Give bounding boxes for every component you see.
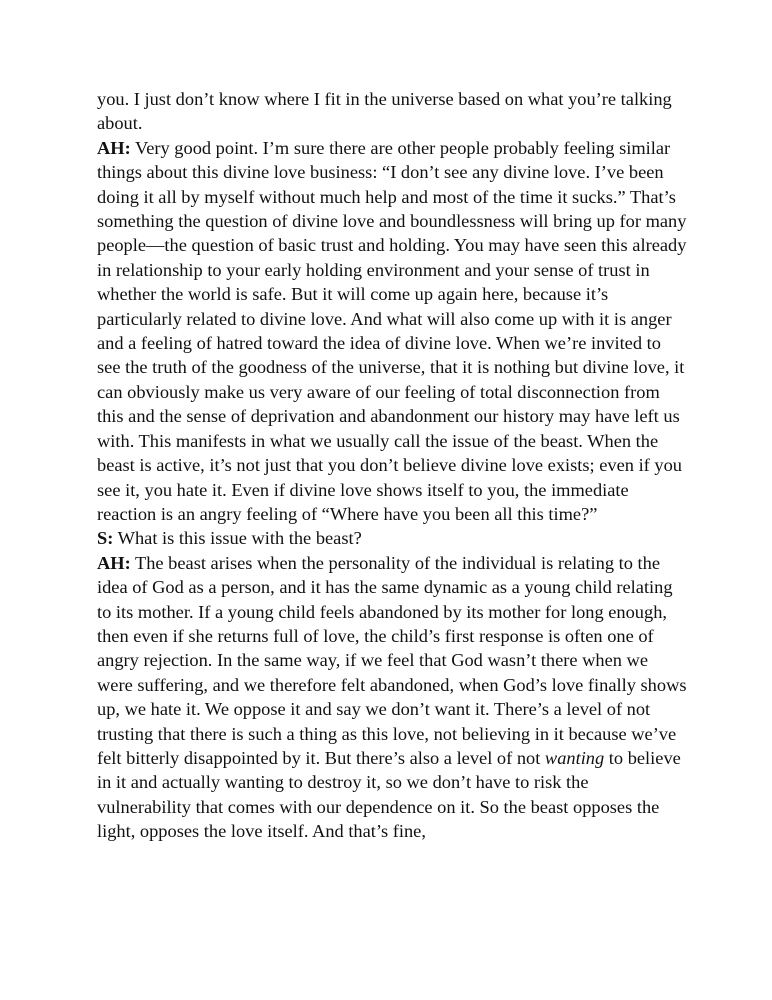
speaker-label-ah: AH: [97,552,131,573]
paragraph-student-question [97,526,687,550]
speaker-label-s: S: [97,528,114,549]
paragraph-text: you. I just don’t know where I fit in the universe based on what you’re talking about. [97,89,672,134]
paragraph-text: Very good point. I’m sure there are other people probably feeling similar things about this divine love business: “I don’t see any divine love. I’ve been doing it all by myself without much help and most of the time it sucks.” That’s something the question of divine love and boundlessness will bring up for many people—the question of basic trust and holding. You may have seen this already in relationship to your early holding environment and your sense of trust in whether the world is safe. But it will come up again here, because it’s particularly related to divine love. And what will also come up with it is anger and a feeling of hatred toward the idea of divine love. When we’re invited to see the truth of the goodness of the universe, that it is nothing but divine love, it can obviously make us very aware of our feeling of total disconnection from this and the sense of deprivation and abandonment our history may have left us with. This manifests in what we usually call the issue of the beast. When the beast is active, it’s not just that you don’t believe divine love exists; even if you see it, you hate it. Even if divine love shows itself to you, the immediate reaction is an angry feeling of “Where have you been all this time?” [97,137,687,524]
emphasized-word: wanting [544,747,605,768]
paragraph-text: What is this issue with the beast? [113,528,362,549]
paragraph-ah-beast-explanation [97,551,687,844]
paragraph-text-part-2: to believe in it and actually wanting to destroy it, so we don’t have to risk the vulnerability that comes with our dependence on it. So the beast opposes the light, opposes the love itself. And that’s fine, [97,747,681,842]
transcript-text [97,87,687,844]
paragraph-text-part-1: The beast arises when the personality of the individual is relating to the idea of God as a person, and it has the same dynamic as a young child relating to its mother. If a young child feels abandoned by its mother for long enough, then even if she returns full of love, the child’s first response is often one of angry rejection. In the same way, if we feel that God wasn’t there when we were suffering, and we therefore felt abandoned, when God’s love finally shows up, we hate it. We oppose it and say we don’t want it. There’s a level of not trusting that there is such a thing as this love, not believing in it because we’ve felt bitterly disappointed by it. But there’s also a level of not [97,552,687,768]
speaker-label-ah: AH: [97,137,131,158]
paragraph-ah-response [97,136,687,527]
paragraph-continuation [97,87,687,136]
